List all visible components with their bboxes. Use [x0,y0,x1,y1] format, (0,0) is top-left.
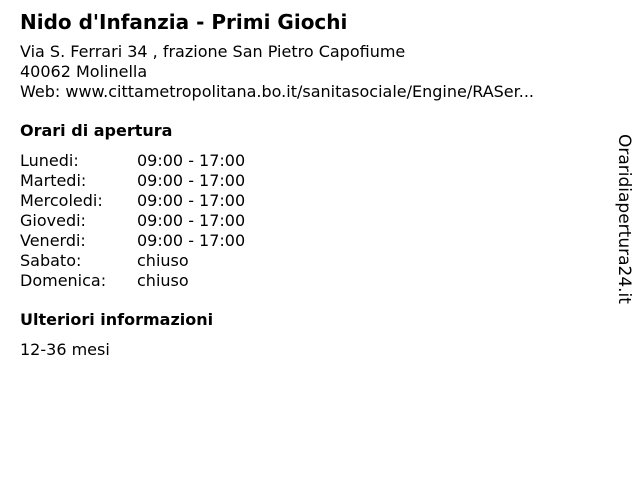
hours-row-sunday [20,271,600,291]
opening-hours-table [20,151,600,291]
opening-hours-heading: Orari di apertura [20,121,173,140]
additional-info-text: 12-36 mesi [20,340,110,359]
place-card [20,10,600,360]
hours-row-wednesday [20,191,600,211]
day-hours: 09:00 - 17:00 [137,171,246,190]
day-label: Giovedi: [20,211,86,230]
day-hours: chiuso [137,251,189,270]
site-brand-vertical[interactable]: Oraridiapertura24.it [614,134,634,304]
day-label: Martedi: [20,171,87,190]
hours-row-tuesday [20,171,600,191]
day-hours: 09:00 - 17:00 [137,191,246,210]
address-street: Via S. Ferrari 34 , frazione San Pietro Capofiume [20,42,406,61]
day-hours: 09:00 - 17:00 [137,211,246,230]
address-city: 40062 Molinella [20,62,148,81]
day-label: Mercoledi: [20,191,103,210]
place-title: Nido d'Infanzia - Primi Giochi [20,10,348,34]
day-label: Venerdi: [20,231,86,250]
day-hours: 09:00 - 17:00 [137,231,246,250]
hours-row-monday [20,151,600,171]
hours-row-saturday [20,251,600,271]
hours-row-thursday [20,211,600,231]
day-label: Lunedi: [20,151,79,170]
additional-info-heading: Ulteriori informazioni [20,310,214,329]
day-label: Sabato: [20,251,82,270]
hours-row-friday [20,231,600,251]
day-hours: 09:00 - 17:00 [137,151,246,170]
website-line[interactable]: Web: www.cittametropolitana.bo.it/sanitasociale/Engine/RASer... [20,82,535,101]
address-block [20,42,600,102]
day-hours: chiuso [137,271,189,290]
day-label: Domenica: [20,271,107,290]
